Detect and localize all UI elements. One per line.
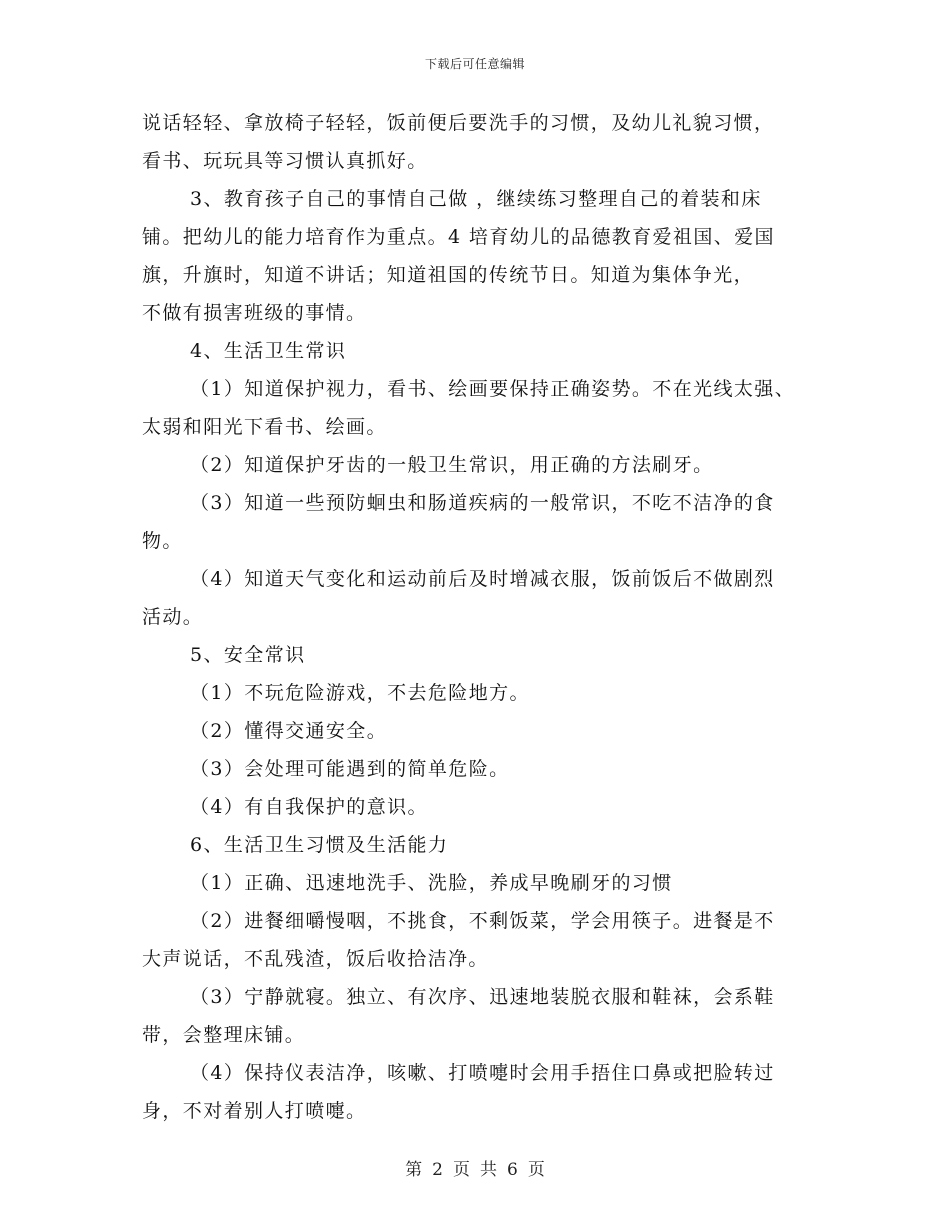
footer-total-prefix: 共	[480, 1160, 497, 1180]
text-line: （2）进餐细嚼慢咽，不挑食，不剩饭菜，学会用筷子。进餐是不	[190, 910, 775, 932]
text-line: （2）懂得交通安全。	[190, 720, 388, 742]
page-header: 下载后可任意编辑	[424, 57, 525, 71]
text-line: 6、生活卫生习惯及生活能力	[190, 834, 449, 856]
text-line: 带，会整理床铺。	[142, 1024, 306, 1046]
page-footer	[0, 1155, 950, 1180]
text-line: （4）保持仪表洁净，咳嗽、打喷嚏时会用手捂住口鼻或把脸转过	[190, 1062, 775, 1084]
text-line: 旗，升旗时，知道不讲话；知道祖国的传统节日。知道为集体争光，	[142, 264, 755, 286]
text-line: （1）正确、迅速地洗手、洗脸，养成早晚刷牙的习惯	[190, 872, 673, 894]
text-line: 4、生活卫生常识	[190, 340, 347, 362]
text-line: （4）知道天气变化和运动前后及时增减衣服，饭前饭后不做剧烈	[190, 568, 775, 590]
text-line: 活动。	[142, 606, 204, 628]
text-line: 说话轻轻、拿放椅子轻轻，饭前便后要洗手的习惯，及幼儿礼貌习惯，	[142, 112, 775, 134]
text-line: 太弱和阳光下看书、绘画。	[142, 416, 387, 438]
text-line: （1）知道保护视力，看书、绘画要保持正确姿势。不在光线太强、	[190, 378, 796, 400]
footer-page-unit: 页	[453, 1160, 470, 1180]
text-line: （4）有自我保护的意识。	[190, 796, 428, 818]
footer-page-number: 2	[432, 1160, 443, 1180]
footer-total-unit: 页	[527, 1160, 545, 1180]
text-line: （3）知道一些预防蛔虫和肠道疾病的一般常识，不吃不洁净的食	[190, 492, 775, 514]
text-line: 身，不对着别人打喷嚏。	[142, 1100, 367, 1122]
footer-prefix: 第	[405, 1160, 423, 1180]
document-body	[142, 104, 822, 1130]
text-line: 5、安全常识	[190, 644, 306, 666]
text-line: 看书、玩玩具等习惯认真抓好。	[142, 150, 428, 172]
footer-total-pages: 6	[507, 1160, 518, 1180]
text-line: （2）知道保护牙齿的一般卫生常识，用正确的方法刷牙。	[190, 454, 714, 476]
text-line: （1）不玩危险游戏，不去危险地方。	[190, 682, 530, 704]
text-line: 不做有损害班级的事情。	[142, 302, 367, 324]
text-line: 3、教育孩子自己的事情自己做 ，继续练习整理自己的着装和床	[190, 188, 762, 210]
text-line: 物。	[142, 530, 183, 552]
text-line: 铺。把幼儿的能力培育作为重点。4 培育幼儿的品德教育爱祖国、爱国	[142, 226, 775, 248]
text-line: （3）会处理可能遇到的简单危险。	[190, 758, 510, 780]
text-line: （3）宁静就寝。独立、有次序、迅速地装脱衣服和鞋袜，会系鞋	[190, 986, 775, 1008]
text-line: 大声说话，不乱残渣，饭后收拾洁净。	[142, 948, 489, 970]
